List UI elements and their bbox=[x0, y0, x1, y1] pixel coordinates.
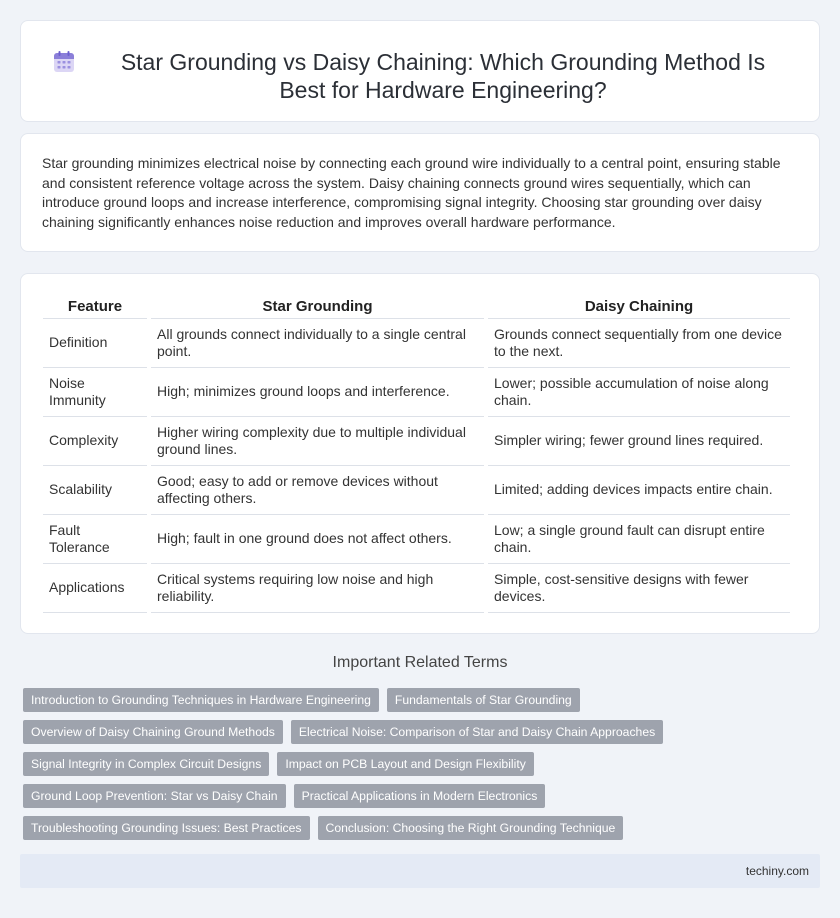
related-term-tag[interactable]: Fundamentals of Star Grounding bbox=[387, 688, 580, 712]
footer bbox=[20, 854, 820, 888]
footer-site-link[interactable]: techiny.com bbox=[745, 864, 809, 878]
related-term-tag[interactable]: Signal Integrity in Complex Circuit Designs bbox=[23, 752, 269, 776]
star-cell: High; minimizes ground loops and interference. bbox=[151, 368, 484, 417]
table-row bbox=[43, 319, 790, 368]
related-term-tag[interactable]: Overview of Daisy Chaining Ground Methods bbox=[23, 720, 283, 744]
header-feature: Feature bbox=[43, 296, 147, 319]
related-terms-list bbox=[23, 688, 803, 840]
star-cell: Critical systems requiring low noise and high reliability. bbox=[151, 564, 484, 613]
related-term-tag[interactable]: Introduction to Grounding Techniques in Hardware Engineering bbox=[23, 688, 379, 712]
table-row bbox=[43, 564, 790, 613]
intro-card bbox=[20, 133, 820, 252]
daisy-cell: Simple, cost-sensitive designs with fewer devices. bbox=[488, 564, 790, 613]
star-cell: High; fault in one ground does not affect others. bbox=[151, 515, 484, 564]
page-title: Star Grounding vs Daisy Chaining: Which Grounding Method Is Best for Hardware Engineering? bbox=[120, 49, 766, 103]
daisy-cell: Lower; possible accumulation of noise along chain. bbox=[488, 368, 790, 417]
feature-cell: Scalability bbox=[43, 466, 147, 515]
table-row bbox=[43, 515, 790, 564]
star-cell: All grounds connect individually to a single central point. bbox=[151, 319, 484, 368]
intro-paragraph: Star grounding minimizes electrical noise by connecting each ground wire individually to a central point, ensuring stable and consistent reference voltage across the system. Daisy chaining connects ground wires sequentially, which can introduce ground loops and increase interference, compromising signal integrity. Choosing star grounding over daisy chaining significantly enhances noise reduction and improves overall hardware performance. bbox=[42, 155, 781, 230]
calendar-icon bbox=[52, 50, 76, 74]
related-term-tag[interactable]: Practical Applications in Modern Electronics bbox=[294, 784, 546, 808]
related-term-tag[interactable]: Conclusion: Choosing the Right Grounding Technique bbox=[318, 816, 624, 840]
table-header-row bbox=[43, 296, 790, 319]
related-term-tag[interactable]: Troubleshooting Grounding Issues: Best Practices bbox=[23, 816, 310, 840]
related-term-tag[interactable]: Impact on PCB Layout and Design Flexibility bbox=[277, 752, 533, 776]
table-row bbox=[43, 466, 790, 515]
feature-cell: Fault Tolerance bbox=[43, 515, 147, 564]
feature-cell: Complexity bbox=[43, 417, 147, 466]
header-star-grounding: Star Grounding bbox=[151, 296, 484, 319]
table-row bbox=[43, 368, 790, 417]
related-terms-title: Important Related Terms bbox=[332, 654, 508, 671]
related-term-tag[interactable]: Electrical Noise: Comparison of Star and Daisy Chain Approaches bbox=[291, 720, 663, 744]
feature-cell: Applications bbox=[43, 564, 147, 613]
daisy-cell: Limited; adding devices impacts entire chain. bbox=[488, 466, 790, 515]
star-cell: Good; easy to add or remove devices without affecting others. bbox=[151, 466, 484, 515]
header-card bbox=[20, 20, 820, 122]
feature-cell: Noise Immunity bbox=[43, 368, 147, 417]
comparison-card bbox=[20, 273, 820, 634]
related-term-tag[interactable]: Ground Loop Prevention: Star vs Daisy Chain bbox=[23, 784, 286, 808]
comparison-table bbox=[39, 296, 794, 613]
table-row bbox=[43, 417, 790, 466]
daisy-cell: Low; a single ground fault can disrupt entire chain. bbox=[488, 515, 790, 564]
star-cell: Higher wiring complexity due to multiple individual ground lines. bbox=[151, 417, 484, 466]
feature-cell: Definition bbox=[43, 319, 147, 368]
header-daisy-chaining: Daisy Chaining bbox=[488, 296, 790, 319]
daisy-cell: Grounds connect sequentially from one device to the next. bbox=[488, 319, 790, 368]
daisy-cell: Simpler wiring; fewer ground lines required. bbox=[488, 417, 790, 466]
